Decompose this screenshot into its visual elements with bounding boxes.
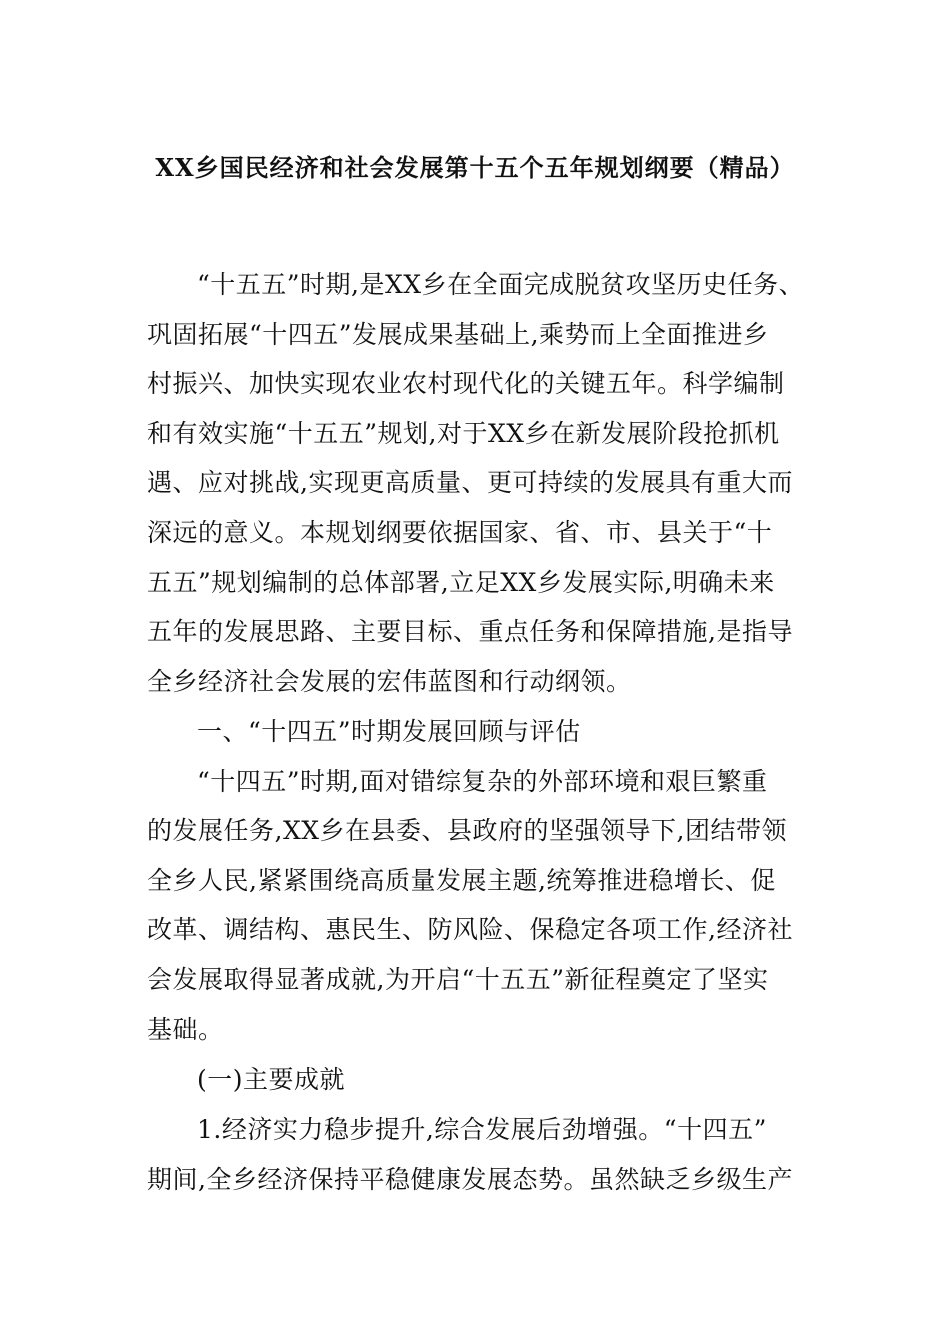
paragraph-line: 遇、应对挑战,实现更高质量、更可持续的发展具有重大而 xyxy=(147,468,793,497)
paragraph-line: 村振兴、加快实现农业农村现代化的关键五年。科学编制 xyxy=(147,369,785,398)
paragraph-line: 五年的发展思路、主要目标、重点任务和保障措施,是指导 xyxy=(147,617,793,646)
paragraph-line: 全乡人民,紧紧围绕高质量发展主题,统筹推进稳增长、促 xyxy=(147,866,776,895)
paragraph-line: 全乡经济社会发展的宏伟蓝图和行动纲领。 xyxy=(147,667,632,696)
paragraph-line: “十四五”时期,面对错综复杂的外部环境和艰巨繁重 xyxy=(197,767,768,796)
paragraph-line: “十五五”时期,是XX乡在全面完成脱贫攻坚历史任务、 xyxy=(197,270,805,299)
paragraph-line: 深远的意义。本规划纲要依据国家、省、市、县关于“十 xyxy=(147,518,773,547)
document-title: XX乡国民经济和社会发展第十五个五年规划纲要（精品） xyxy=(155,153,795,182)
section-heading: 一、“十四五”时期发展回顾与评估 xyxy=(197,717,581,746)
paragraph-line: 巩固拓展“十四五”发展成果基础上,乘势而上全面推进乡 xyxy=(147,320,769,349)
subsection-heading: (一)主要成就 xyxy=(197,1065,346,1094)
paragraph-line: 会发展取得显著成就,为开启“十五五”新征程奠定了坚实 xyxy=(147,965,769,994)
paragraph-line: 的发展任务,XX乡在县委、县政府的坚强领导下,团结带领 xyxy=(147,816,787,845)
paragraph-line: 期间,全乡经济保持平稳健康发展态势。虽然缺乏乡级生产 xyxy=(147,1165,793,1194)
paragraph-line: 和有效实施“十五五”规划,对于XX乡在新发展阶段抢抓机 xyxy=(147,419,780,448)
paragraph-line: 基础。 xyxy=(147,1015,224,1044)
paragraph-line: 改革、调结构、惠民生、防风险、保稳定各项工作,经济社 xyxy=(147,915,793,944)
paragraph-line: 1.经济实力稳步提升,综合发展后劲增强。“十四五” xyxy=(197,1115,767,1144)
paragraph-line: 五五”规划编制的总体部署,立足XX乡发展实际,明确未来 xyxy=(147,568,775,597)
